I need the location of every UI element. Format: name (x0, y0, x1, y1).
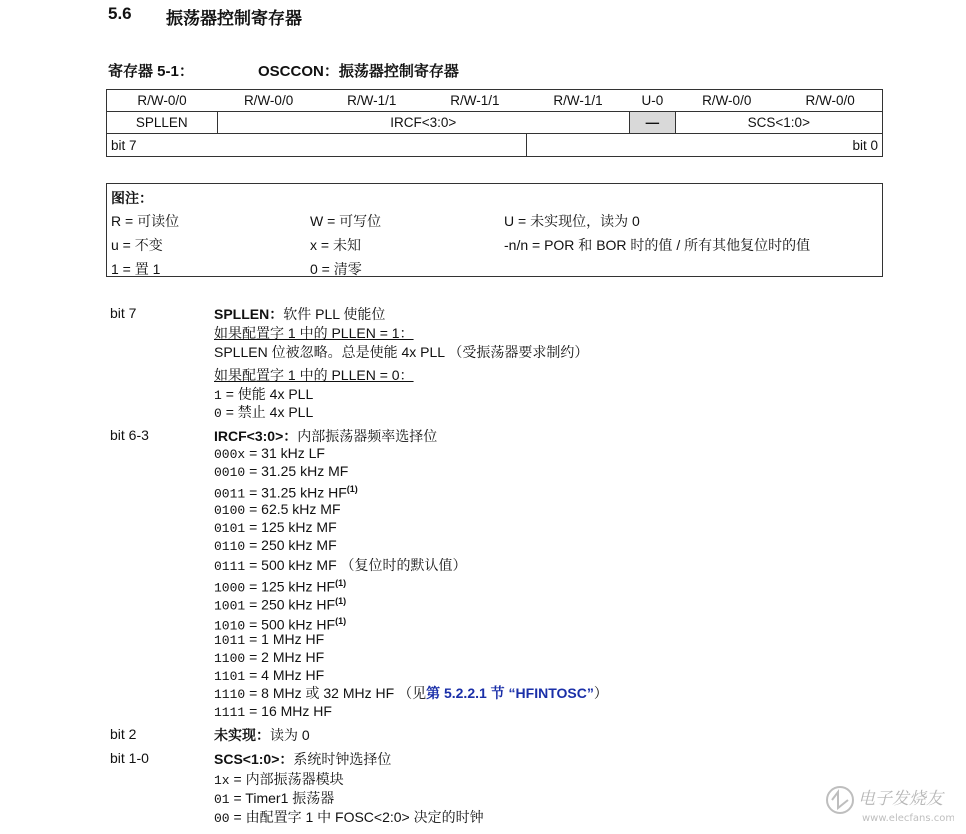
access-bit1: R/W-0/0 (675, 90, 778, 112)
legend-uu: u = 不变 (111, 237, 163, 253)
ircf-option-1100 (214, 648, 324, 668)
ircf-option-code: 1010 (214, 618, 246, 634)
bit7-condition2: 如果配置字 1 中的 PLLEN = 0： (214, 367, 414, 383)
ircf-option-text: = 4 MHz HF (245, 667, 325, 683)
ircf-option-000x (214, 444, 325, 464)
ircf-option-code: 000x (214, 447, 246, 462)
bit63-name: IRCF<3:0>： (214, 428, 298, 444)
bit2-name: 未实现： (214, 727, 270, 743)
hfintosc-link[interactable]: 第 5.2.2.1 节 “HFINTOSC” (426, 685, 594, 701)
bit10-heading (214, 750, 391, 768)
access-bit3: R/W-1/1 (526, 90, 629, 112)
scs-option-1x (214, 770, 344, 790)
ircf-option-0010 (214, 462, 348, 482)
footnote-marker: (1) (335, 578, 347, 588)
scs-option-code: 1x (214, 773, 230, 788)
ircf-option-text: = 31.25 kHz HF (245, 484, 347, 501)
access-row (107, 90, 883, 112)
field-ircf: IRCF<3:0> (217, 112, 630, 134)
section-title: 振荡器控制寄存器 (166, 9, 302, 28)
bit10-label: bit 1-0 (110, 750, 149, 766)
bit7-option-0-code: 0 (214, 406, 222, 421)
ircf-option-text: = 125 kHz MF (245, 519, 337, 535)
ircf-option-text: = 250 kHz HF (245, 596, 336, 613)
ircf-option-1011 (214, 630, 324, 650)
bit-high-label: bit 7 (107, 134, 527, 157)
ircf-option-code: 0111 (214, 559, 246, 574)
ircf-option-1110-end: ） (593, 685, 608, 701)
bit7-option-1-text: = 使能 4x PLL (221, 386, 314, 402)
bit10-name: SCS<1:0>： (214, 751, 294, 767)
bit7-name: SPLLEN： (214, 306, 284, 322)
legend-zero: 0 = 清零 (310, 261, 362, 277)
bit7-heading (214, 305, 385, 323)
register-caption-name: OSCCON：振荡器控制寄存器 (258, 63, 459, 80)
legend-box (106, 183, 883, 277)
ircf-option-0101 (214, 518, 337, 538)
ircf-option-text: = 31 kHz LF (245, 445, 325, 461)
bit7-label: bit 7 (110, 305, 137, 321)
ircf-option-1111 (214, 702, 332, 722)
watermark-text: 电子发烧友 (858, 789, 943, 809)
legend-nn: -n/n = POR 和 BOR 时的值 / 所有其他复位时的值 (504, 237, 811, 253)
elecfans-watermark-logo (822, 778, 954, 826)
scs-option-code: 01 (214, 792, 230, 807)
scs-option-code: 00 (214, 811, 230, 826)
access-bit4: R/W-1/1 (423, 90, 526, 112)
bit63-label: bit 6-3 (110, 427, 149, 443)
scs-option-01 (214, 789, 334, 809)
watermark-url: www.elecfans.com (862, 813, 954, 824)
register-table (106, 89, 883, 157)
bit63-desc: 内部振荡器频率选择位 (297, 428, 438, 444)
bit7-desc: 软件 PLL 使能位 (283, 306, 386, 322)
footnote-marker: (1) (346, 484, 358, 494)
bit7-option-0-text: = 禁止 4x PLL (221, 404, 314, 420)
ircf-option-code: 0110 (214, 539, 246, 554)
ircf-option-1101 (214, 666, 324, 686)
bit-order-row (107, 134, 883, 157)
bit7-condition1: 如果配置字 1 中的 PLLEN = 1： (214, 325, 414, 341)
ircf-option-1111-code: 1111 (214, 705, 246, 720)
ircf-option-code: 1000 (214, 580, 246, 596)
bit2-desc: 读为 0 (270, 727, 310, 743)
scs-option-text: = Timer1 振荡器 (229, 790, 335, 806)
ircf-option-0110 (214, 536, 337, 556)
bit10-desc: 系统时钟选择位 (293, 751, 392, 767)
access-bit7: R/W-0/0 (107, 90, 218, 112)
ircf-option-text: = 500 kHz MF （复位时的默认值） (245, 557, 467, 573)
ircf-option-text: = 2 MHz HF (245, 649, 325, 665)
footnote-marker: (1) (335, 616, 347, 626)
bit7-condition1-text: SPLLEN 位被忽略。总是使能 4x PLL （受振荡器要求制约） (214, 344, 589, 360)
legend-u0: U = 未实现位，读为 0 (504, 213, 640, 229)
bit7-option-0 (214, 403, 313, 423)
bit7-option-1-code: 1 (214, 388, 222, 403)
bit2-label: bit 2 (110, 726, 137, 742)
access-bit0: R/W-0/0 (778, 90, 882, 112)
register-caption-label: 寄存器 5-1： (108, 63, 194, 80)
ircf-option-code: 1011 (214, 633, 246, 648)
legend-w: W = 可写位 (310, 213, 382, 229)
ircf-option-code: 0101 (214, 521, 246, 536)
ircf-option-code: 1001 (214, 598, 246, 614)
access-bit2: U-0 (630, 90, 676, 112)
ircf-option-0111 (214, 556, 467, 576)
scs-option-text: = 内部振荡器模块 (229, 771, 344, 787)
ircf-option-text: = 1 MHz HF (245, 631, 325, 647)
ircf-option-1110 (214, 684, 608, 704)
legend-r: R = 可读位 (111, 213, 180, 229)
ircf-option-text: = 125 kHz HF (245, 578, 336, 595)
ircf-option-code: 0010 (214, 465, 246, 480)
bit7-option-1 (214, 385, 313, 405)
field-scs: SCS<1:0> (675, 112, 882, 134)
bit-low-label: bit 0 (526, 134, 882, 157)
legend-title: 图注： (111, 190, 153, 206)
legend-x: x = 未知 (310, 237, 361, 253)
bit63-heading (214, 427, 437, 445)
access-bit6: R/W-0/0 (217, 90, 320, 112)
scs-option-00 (214, 808, 484, 828)
ircf-option-1110-text: = 8 MHz 或 32 MHz HF （见 (245, 685, 427, 701)
ircf-option-code: 0011 (214, 486, 246, 502)
ircf-option-code: 0100 (214, 503, 246, 518)
scs-option-text: = 由配置字 1 中 FOSC<2:0> 决定的时钟 (229, 809, 484, 825)
ircf-option-1110-code: 1110 (214, 687, 246, 702)
ircf-option-0100 (214, 500, 341, 520)
ircf-option-text: = 250 kHz MF (245, 537, 337, 553)
ircf-option-text: = 62.5 kHz MF (245, 501, 341, 517)
bit2-heading (214, 726, 310, 744)
section-number: 5.6 (108, 4, 132, 23)
ircf-option-text: = 500 kHz HF (245, 616, 336, 633)
footnote-marker: (1) (335, 596, 347, 606)
field-row (107, 112, 883, 134)
field-splllen: SPLLEN (107, 112, 218, 134)
field-unimplemented: — (630, 112, 676, 134)
ircf-option-code: 1100 (214, 651, 246, 666)
elecfans-logo-icon (822, 778, 954, 826)
access-bit5: R/W-1/1 (320, 90, 423, 112)
ircf-option-code: 1101 (214, 669, 246, 684)
ircf-option-text: = 31.25 kHz MF (245, 463, 349, 479)
legend-one: 1 = 置 1 (111, 261, 161, 277)
ircf-option-1111-text: = 16 MHz HF (245, 703, 332, 719)
